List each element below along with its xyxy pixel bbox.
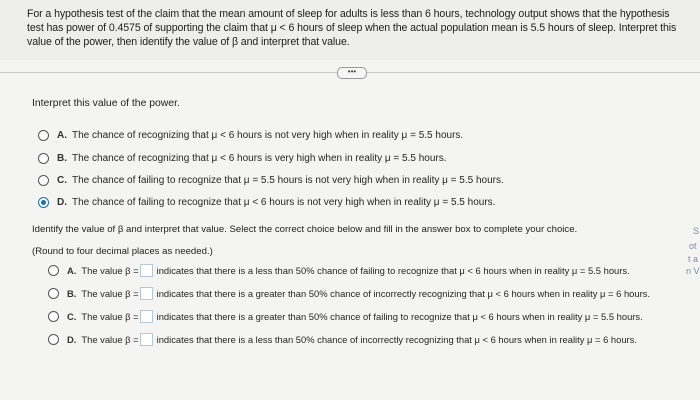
radio-button[interactable] (48, 311, 59, 322)
beta-option-a[interactable] (48, 264, 630, 277)
beta-answer-box[interactable] (140, 333, 153, 346)
option-text: The chance of recognizing that μ < 6 hours is not very high when in reality μ = 5.5 hours. (72, 130, 464, 141)
beta-option-c[interactable] (48, 310, 643, 323)
radio-selected-dot (41, 200, 46, 205)
edge-text-fragment: ot (689, 241, 697, 251)
beta-prompt: Identify the value of β and interpret that value. Select the correct choice below and fill in the answer box to complete your choice. (32, 224, 578, 235)
option-letter: D. (67, 334, 77, 345)
radio-button[interactable] (48, 288, 59, 299)
option-letter: C. (57, 175, 67, 186)
option-prefix: The value β = (81, 311, 139, 322)
beta-answer-box[interactable] (140, 287, 153, 300)
rounding-instruction: (Round to four decimal places as needed.) (32, 246, 213, 257)
power-option-b[interactable] (38, 153, 447, 164)
beta-answer-box[interactable] (140, 310, 153, 323)
radio-button[interactable] (48, 265, 59, 276)
power-option-c[interactable] (38, 175, 504, 186)
option-text: indicates that there is a greater than 50% chance of incorrectly recognizing that μ < 6 hours when in reality μ = 6 hours. (156, 288, 650, 299)
radio-button[interactable] (38, 130, 49, 141)
question-panel (0, 0, 700, 60)
expand-more-button[interactable]: ••• (337, 67, 367, 79)
edge-text-fragment: t a (688, 254, 699, 264)
option-text: The chance of failing to recognize that μ = 5.5 hours is not very high when in reality μ = 5.5 hours. (72, 175, 504, 186)
option-text: indicates that there is a greater than 50% chance of failing to recognize that μ < 6 hours when in reality μ = 5.5 hours. (156, 311, 643, 322)
radio-button[interactable] (38, 175, 49, 186)
option-prefix: The value β = (81, 265, 139, 276)
question-text: For a hypothesis test of the claim that the mean amount of sleep for adults is less than 6 hours, technology output shows that the hypothesis test has power of 0.4575 of supporting the claim that μ < 6 hours of sleep when the actual population mean is 5.5 hours of sleep. Interpret this value of the power, then identify the value of β and interpret that value. (27, 8, 677, 49)
power-option-a[interactable] (38, 130, 463, 141)
option-text: The chance of failing to recognize that μ < 6 hours is not very high when in reality μ = 5.5 hours. (72, 197, 496, 208)
option-text: indicates that there is a less than 50% chance of incorrectly recognizing that μ < 6 hours when in reality μ = 6 hours. (156, 334, 637, 345)
beta-answer-box[interactable] (140, 264, 153, 277)
radio-button[interactable] (48, 334, 59, 345)
option-text: The chance of recognizing that μ < 6 hours is very high when in reality μ = 5.5 hours. (72, 153, 447, 164)
power-option-d[interactable] (38, 197, 495, 208)
beta-option-d[interactable] (48, 333, 637, 346)
option-prefix: The value β = (81, 334, 139, 345)
option-prefix: The value β = (81, 288, 139, 299)
option-letter: B. (67, 288, 77, 299)
radio-button[interactable] (38, 153, 49, 164)
option-letter: C. (67, 311, 77, 322)
option-letter: A. (67, 265, 77, 276)
edge-text-fragment: S (693, 226, 700, 236)
beta-option-b[interactable] (48, 287, 650, 300)
option-text: indicates that there is a less than 50% chance of failing to recognize that μ < 6 hours when in reality μ = 5.5 hours. (156, 265, 630, 276)
option-letter: A. (57, 130, 67, 141)
option-letter: D. (57, 197, 67, 208)
edge-text-fragment: n V (686, 266, 700, 276)
radio-button-selected[interactable] (38, 197, 49, 208)
power-prompt: Interpret this value of the power. (32, 98, 180, 109)
option-letter: B. (57, 153, 67, 164)
